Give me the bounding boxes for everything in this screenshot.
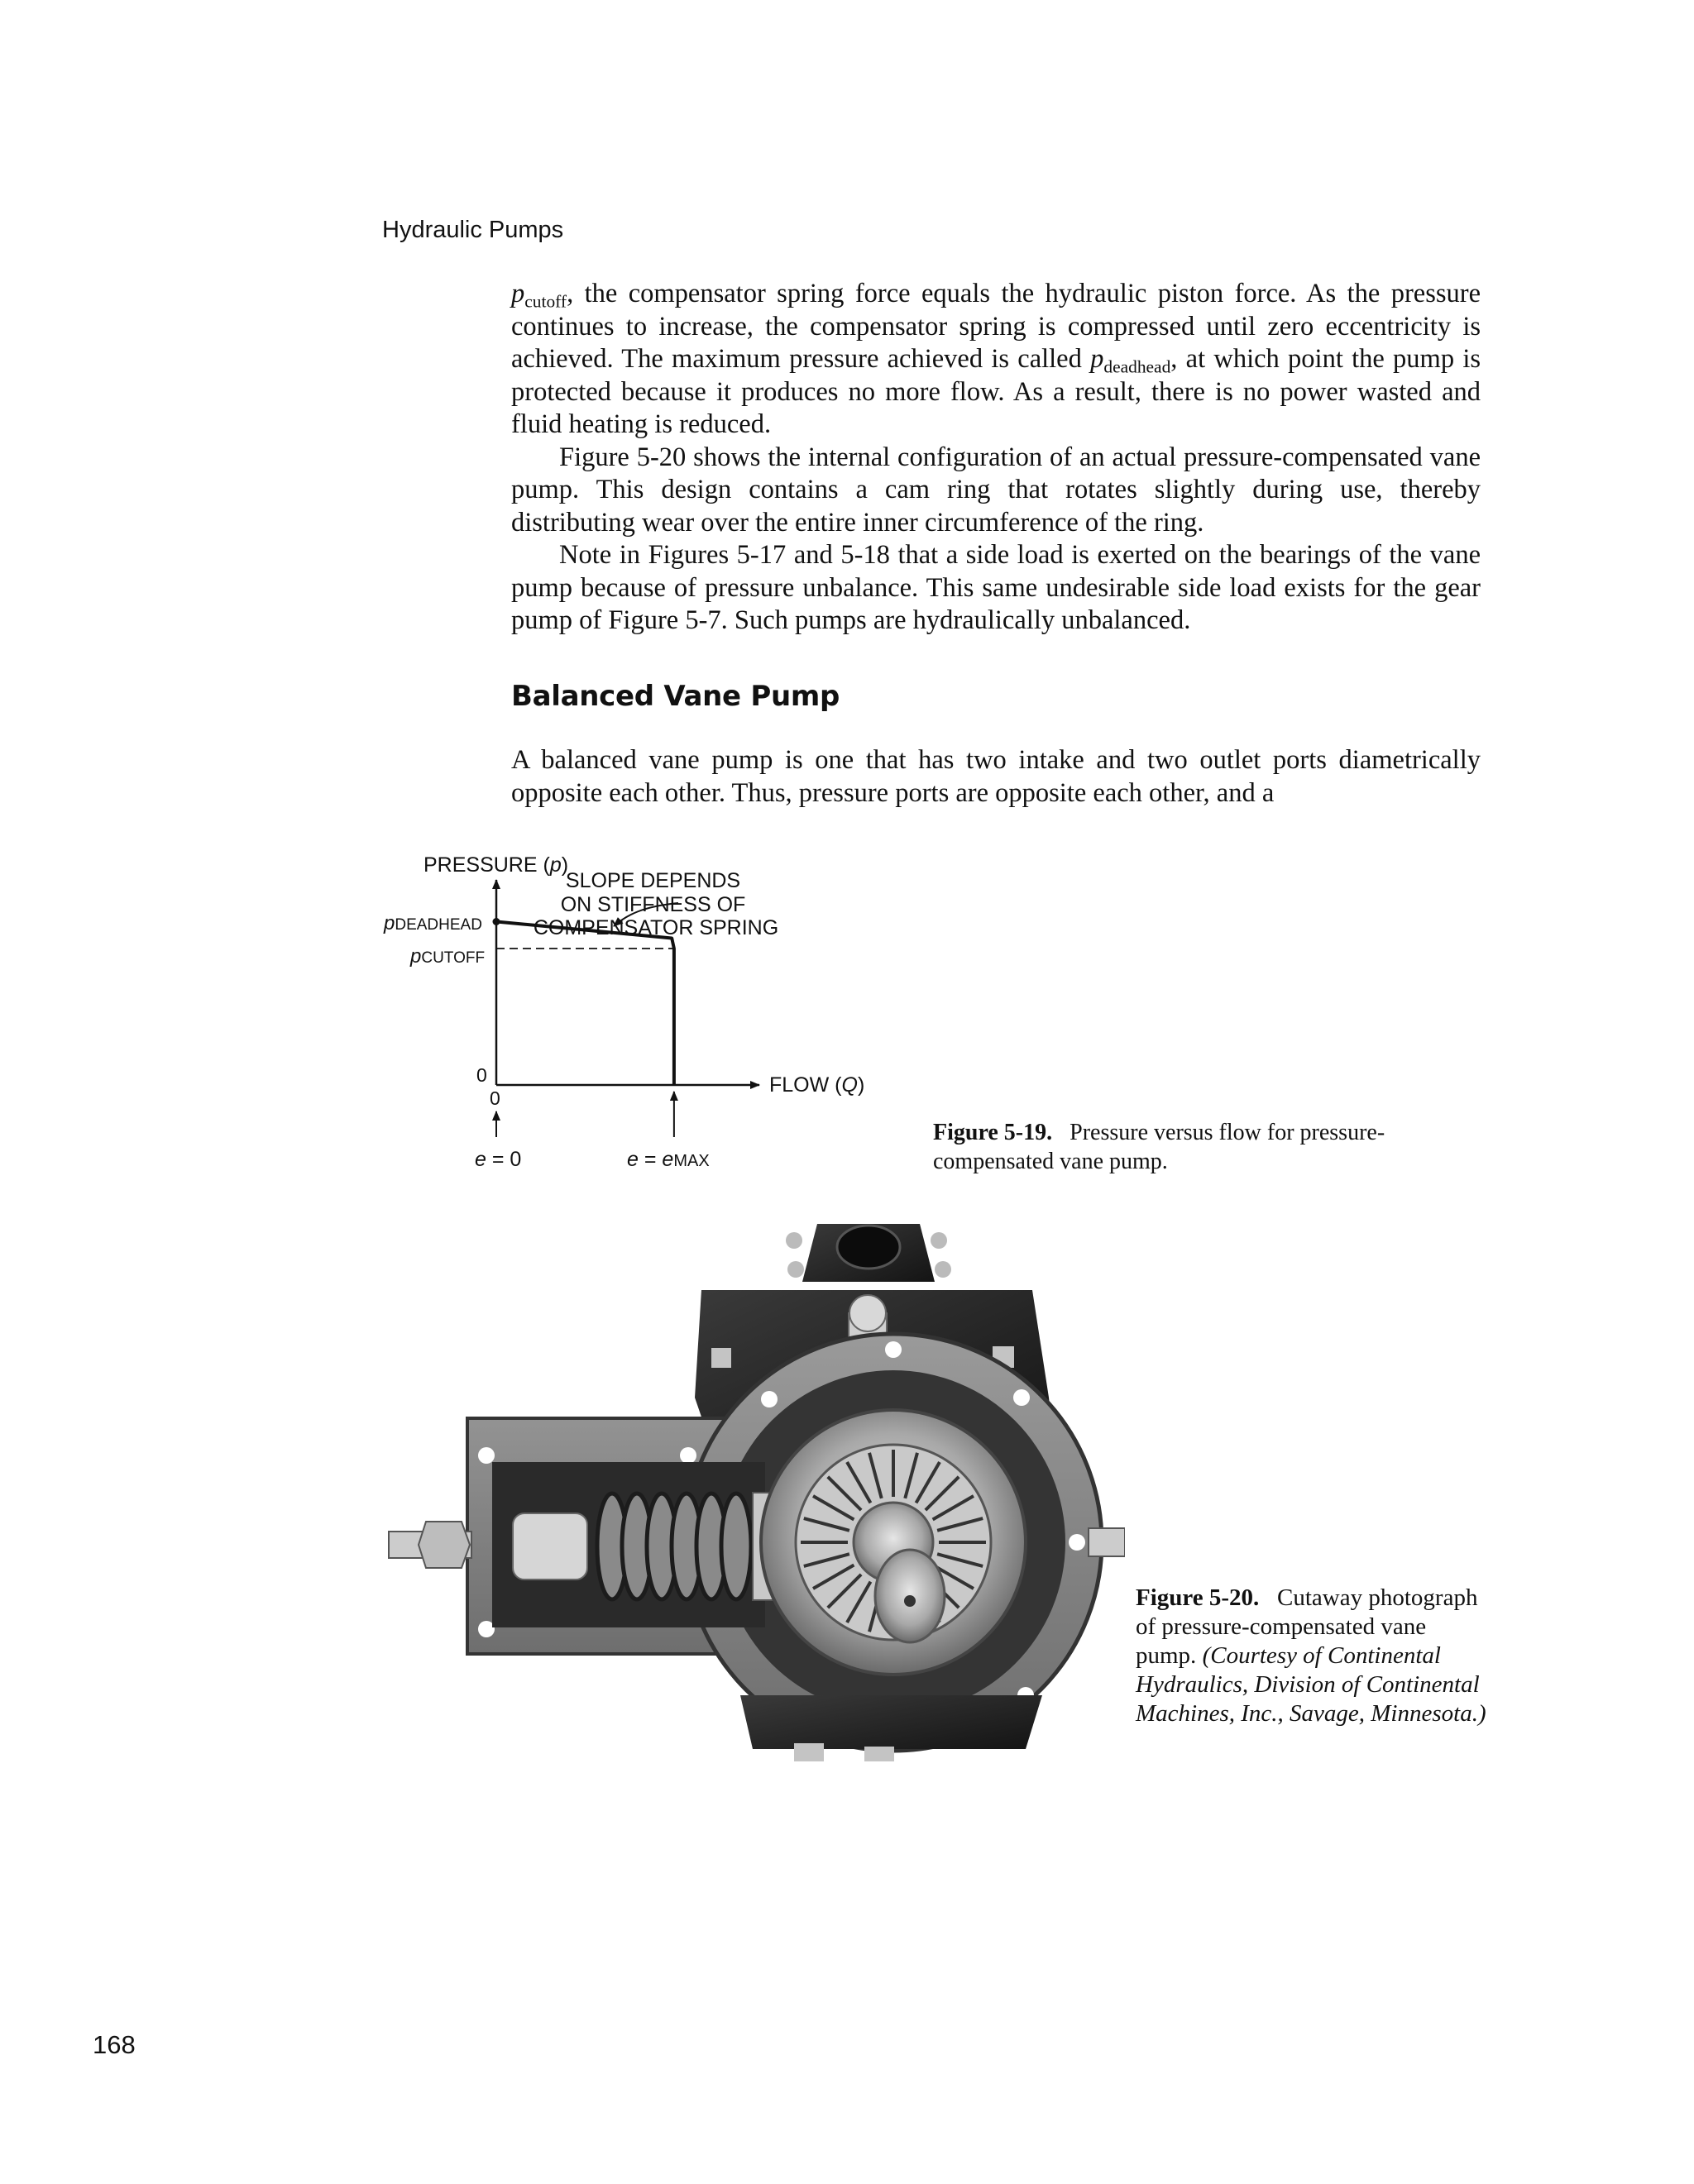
paragraph-1-part-2: , at which point the pump is protected because it produces no more flow. As a result, there is no power wasted and fluid heating is reduced.	[511, 344, 1481, 439]
p-cutoff-label: pCUTOFF	[410, 945, 486, 968]
paragraph-3: Note in Figures 5-17 and 5-18 that a side load is exerted on the bearings of the vane pump because of pressure unbalance. This same undesirable side load exists for the gear pump of Figure 5-7. Such pumps are hydraulically unbalanced.	[511, 540, 1481, 635]
figure-5-20-label: Figure 5-20.	[1136, 1584, 1260, 1611]
e-zero-label: e = 0	[475, 1148, 522, 1171]
figure-5-19-caption	[933, 1118, 1462, 1176]
running-head: Hydraulic Pumps	[382, 217, 564, 243]
e-max-label: e = eMAX	[627, 1148, 710, 1171]
paragraph-1-part-1: , the compensator spring force equals the hydraulic piston force. As the pressure continues to increase, the compensator spring is compressed until zero eccentricity is achieved. The maximum pressure achieved is called	[511, 279, 1481, 374]
p-cutoff-sub: cutoff	[524, 291, 567, 312]
figure-5-20-credit: (Courtesy of Continental Hydraulics, Division of Continental Machines, Inc., Savage, Minnesota.)	[1136, 1642, 1486, 1727]
p-cutoff-var: p	[511, 279, 525, 308]
paragraph-2: Figure 5-20 shows the internal configuration of an actual pressure-compensated vane pump. This design contains a cam ring that rotates slightly during use, thereby distributing wear over the entire inner circumference of the ring.	[511, 442, 1481, 538]
vane-pump-cutaway-photo	[364, 1207, 1125, 1770]
figure-5-20-caption	[1136, 1584, 1491, 1728]
pressure-flow-curve	[496, 922, 674, 1086]
figure-5-19-text: Pressure versus flow for pressure-compensated vane pump.	[933, 1120, 1385, 1174]
pressure-flow-chart	[364, 843, 943, 1191]
x-origin-label: 0	[490, 1087, 500, 1109]
y-origin-label: 0	[476, 1064, 487, 1086]
body-text	[511, 278, 1481, 638]
section-heading: Balanced Vane Pump	[511, 680, 840, 713]
paragraph-4: A balanced vane pump is one that has two intake and two outlet ports diametrically opposite each other. Thus, pressure ports are opposite each other, and a	[511, 745, 1481, 808]
page-number: 168	[93, 2030, 136, 2059]
body-text-2	[511, 744, 1481, 810]
p-deadhead-var: p	[1090, 344, 1104, 374]
x-axis-label: FLOW (Q)	[769, 1073, 865, 1097]
p-deadhead-label: pDEADHEAD	[384, 912, 482, 934]
y-axis-label: PRESSURE (p)	[424, 853, 569, 877]
p-deadhead-sub: deadhead	[1103, 356, 1171, 377]
figure-5-19-label: Figure 5-19.	[933, 1120, 1053, 1145]
figure-5-20-text: Cutaway photograph of pressure-compensated vane pump.	[1136, 1584, 1478, 1669]
paragraph-1	[511, 278, 1481, 442]
slope-annotation: SLOPE DEPENDS ON STIFFNESS OF COMPENSATOR SPRING	[533, 869, 779, 939]
